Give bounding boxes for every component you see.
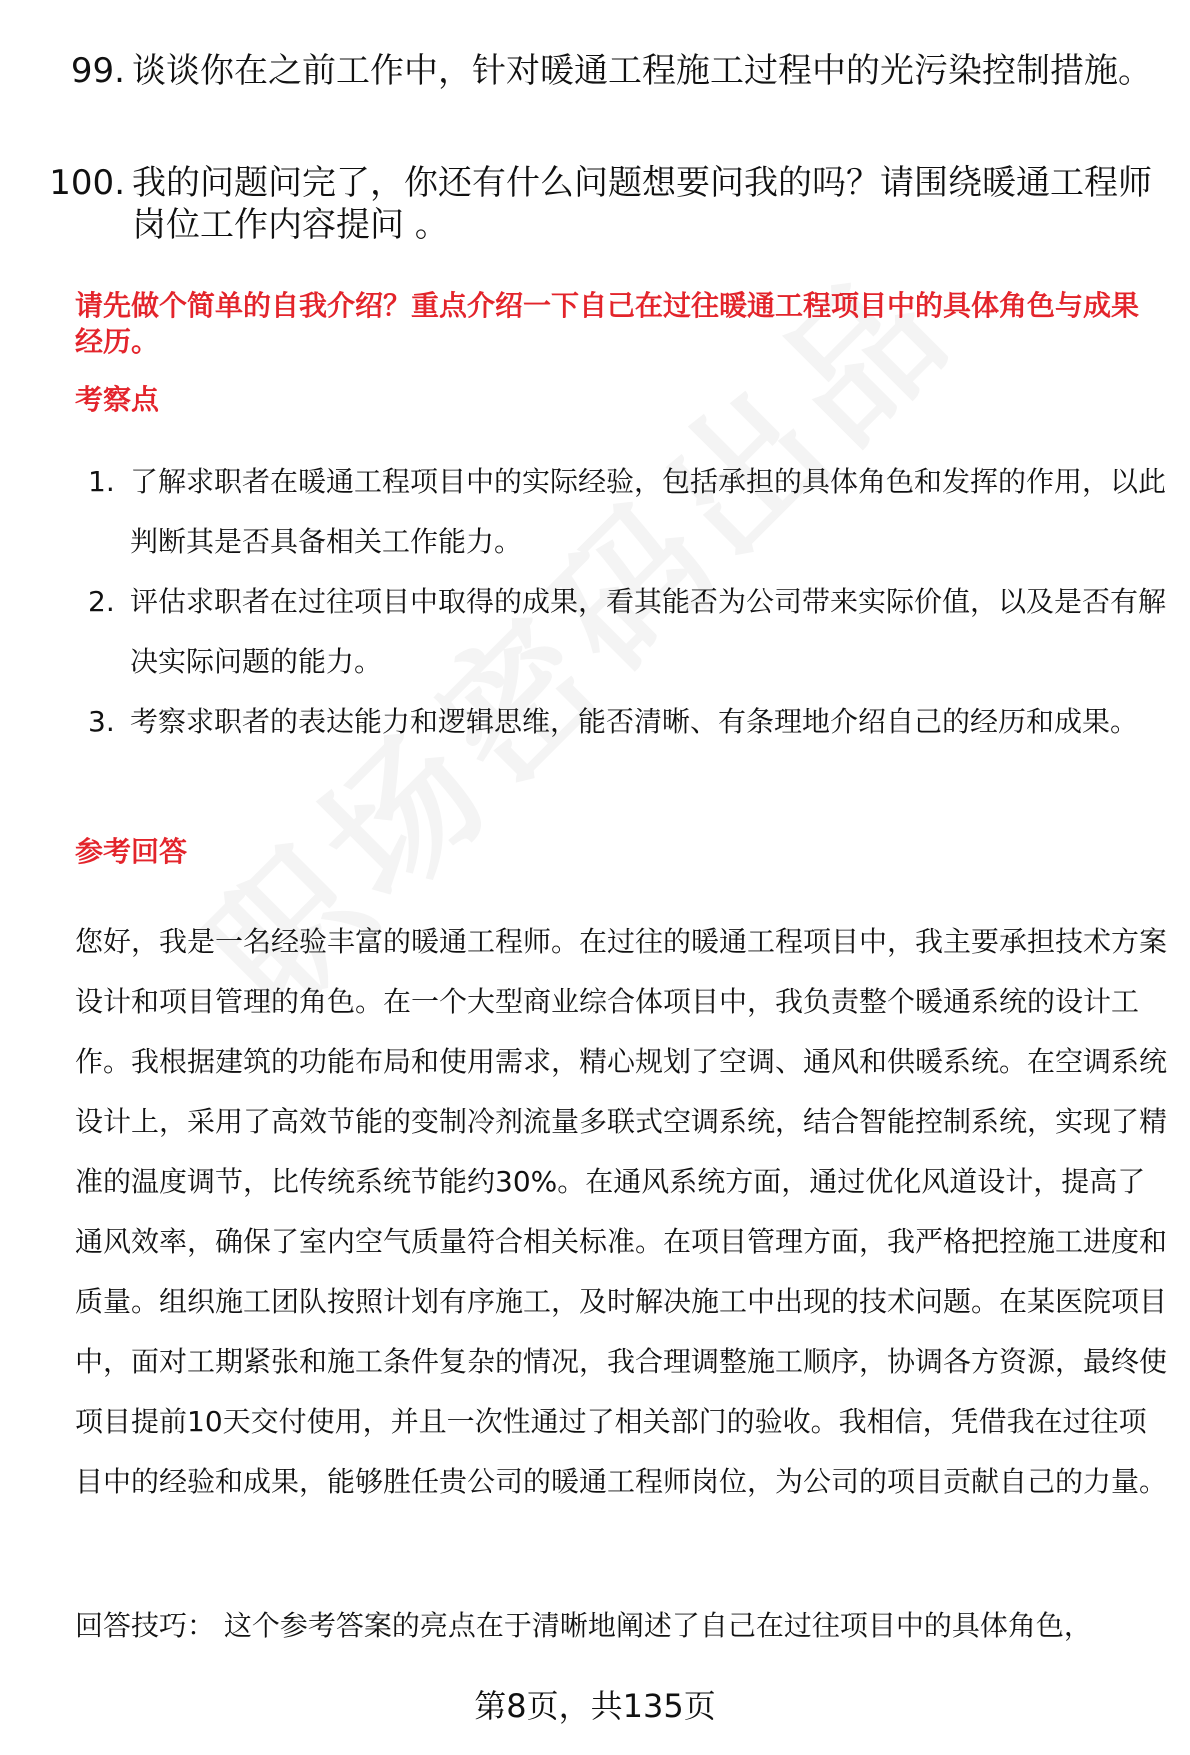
answer-tips: 回答技巧： 这个参考答案的亮点在于清晰地阐述了自己在过往项目中的具体角色， — [75, 1609, 1092, 1642]
list-item — [0, 572, 1190, 692]
question-text: 谈谈你在之前工作中，针对暖通工程施工过程中的光污染控制措施。 — [132, 51, 1152, 91]
question-number: 100. — [49, 163, 125, 203]
list-item-text: 评估求职者在过往项目中取得的成果，看其能否为公司带来实际价值，以及是否有解决实际问题的能力。 — [130, 585, 1167, 678]
list-item — [0, 452, 1190, 572]
list-item-number: 1. — [88, 465, 115, 498]
points-list — [0, 452, 1190, 812]
list-item-text: 考察求职者的表达能力和逻辑思维，能否清晰、有条理地介绍自己的经历和成果。 — [130, 705, 1139, 738]
list-item-number: 3. — [88, 705, 115, 738]
list-item-text: 了解求职者在暖通工程项目中的实际经验，包括承担的具体角色和发挥的作用，以此判断其是否具备相关工作能力。 — [130, 465, 1167, 558]
reference-answer: 您好，我是一名经验丰富的暖通工程师。在过往的暖通工程项目中，我主要承担技术方案设计和项目管理的角色。在一个大型商业综合体项目中，我负责整个暖通系统的设计工作。我根据建筑的功能布局和使用需求，精心规划了空调、通风和供暖系统。在空调系统设计上，采用了高效节能的变制冷剂流量多联式空调系统，结合智能控制系统，实现了精准的温度调节，比传统系统节能约30%。在通风系统方面，通过优化风道设计，提高了通风效率，确保了室内空气质量符合相关标准。在项目管理方面，我严格把控施工进度和质量。组织施工团队按照计划有序施工，及时解决施工中出现的技术问题。在某医院项目中，面对工期紧张和施工条件复杂的情况，我合理调整施工顺序，协调各方资源，最终使项目提前10天交付使用，并且一次性通过了相关部门的验收。我相信，凭借我在过往项目中的经验和成果，能够胜任贵公司的暖通工程师岗位，为公司的项目贡献自己的力量。 — [75, 925, 1168, 1498]
question-text: 我的问题问完了，你还有什么问题想要问我的吗？请围绕暖通工程师岗位工作内容提问 。 — [132, 163, 1152, 245]
section-heading-answer: 参考回答 — [75, 835, 188, 868]
interview-question: 请先做个简单的自我介绍？重点介绍一下自己在过往暖通工程项目中的具体角色与成果经历。 — [75, 289, 1140, 358]
list-item — [0, 692, 1190, 812]
question-number: 99. — [70, 51, 125, 91]
list-item-number: 2. — [88, 585, 115, 618]
page-footer: 第8页，共135页 — [474, 1687, 716, 1725]
section-heading-points: 考察点 — [75, 383, 160, 416]
